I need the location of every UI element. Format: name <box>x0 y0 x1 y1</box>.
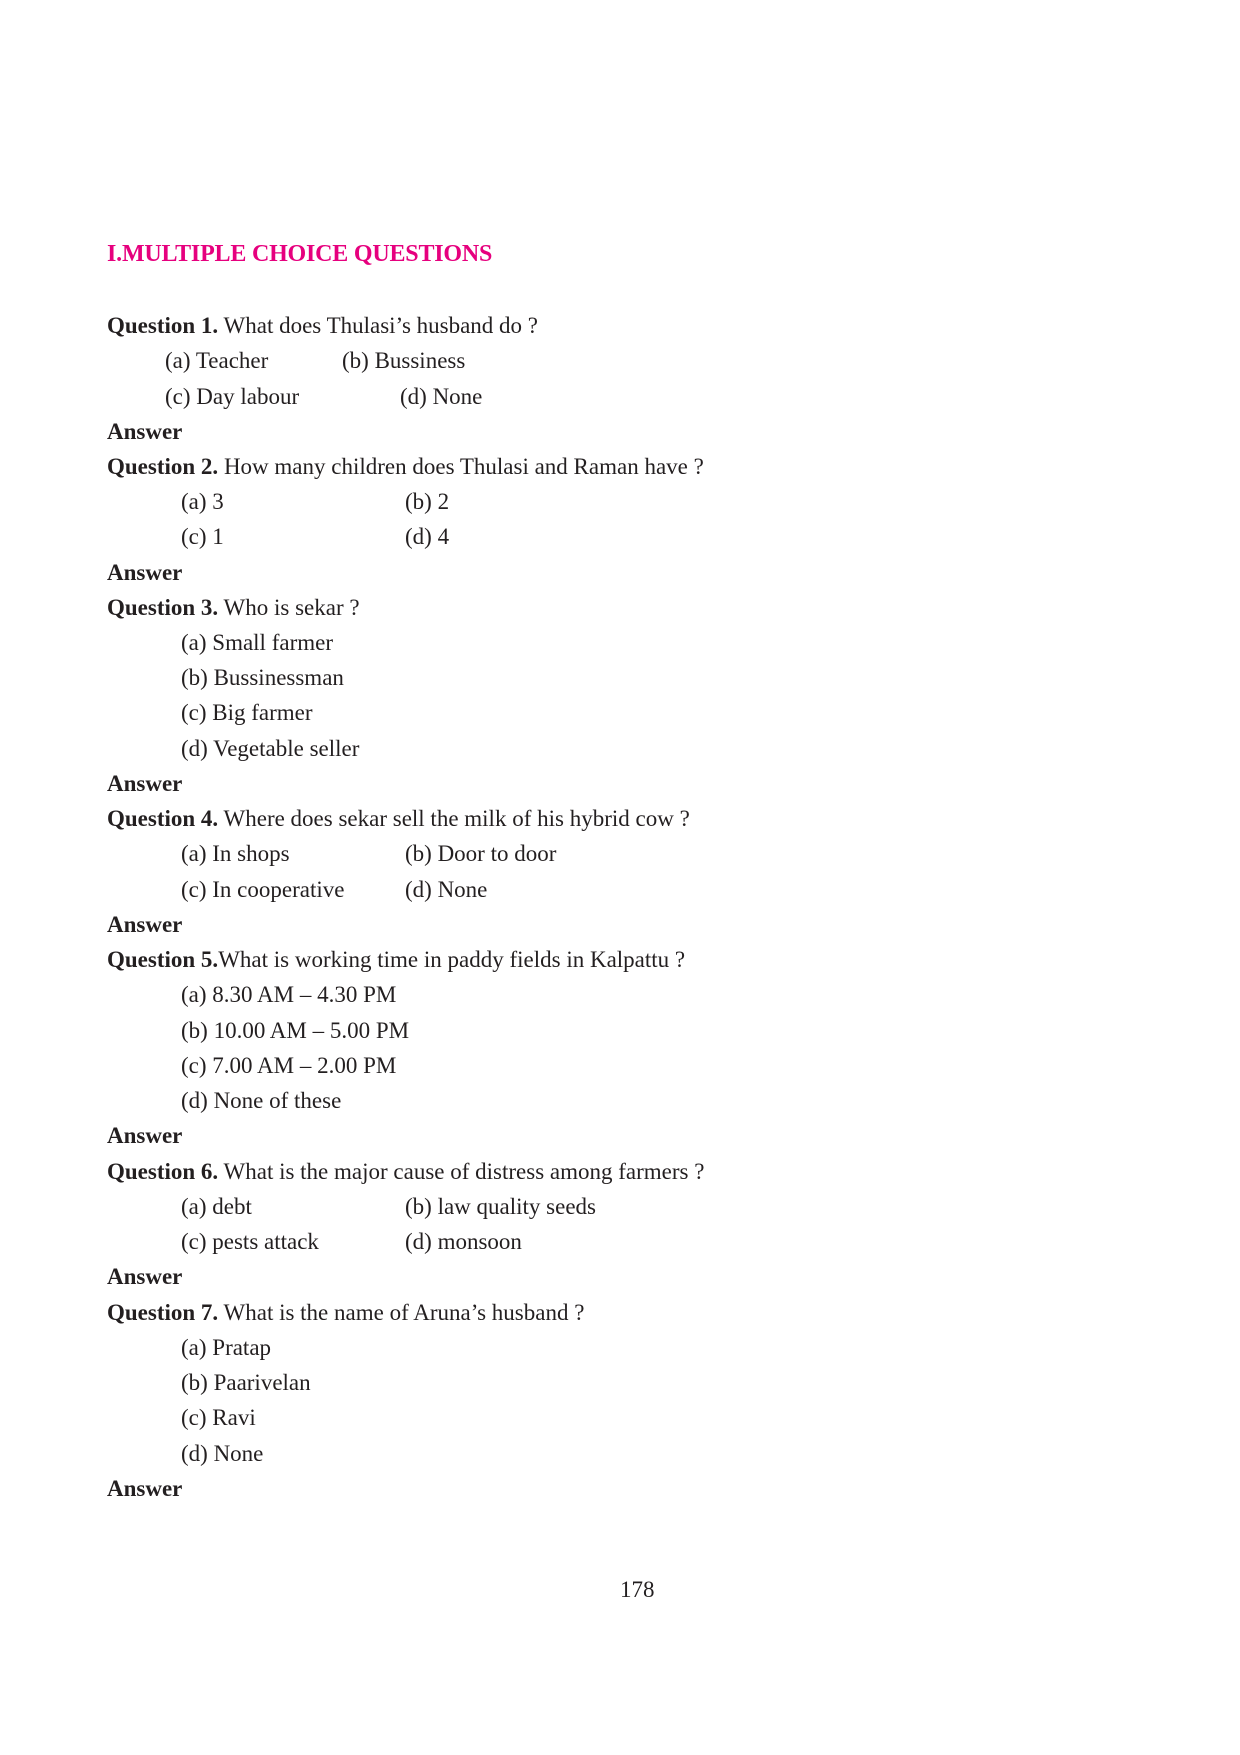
answer-label-5: Answer <box>107 1123 183 1148</box>
option-1a: (a) Teacher <box>165 348 269 373</box>
question-text: What is working time in paddy fields in Kalpattu ? <box>218 947 686 972</box>
option-5c: (c) 7.00 AM – 2.00 PM <box>181 1053 397 1078</box>
question-label: Question 3. <box>107 595 219 620</box>
option-4d: (d) None <box>405 877 488 902</box>
section-heading: I.MULTIPLE CHOICE QUESTIONS <box>107 241 493 267</box>
question-1 <box>107 312 538 340</box>
option-4b: (b) Door to door <box>405 841 557 866</box>
option-5b: (b) 10.00 AM – 5.00 PM <box>181 1018 410 1043</box>
question-7 <box>107 1299 584 1327</box>
question-text: Where does sekar sell the milk of his hybrid cow ? <box>218 806 690 831</box>
option-7c: (c) Ravi <box>181 1405 256 1430</box>
question-2 <box>107 453 704 481</box>
option-1d: (d) None <box>400 384 483 409</box>
page-number: 178 <box>620 1577 655 1602</box>
option-7a: (a) Pratap <box>181 1335 272 1360</box>
option-7b: (b) Paarivelan <box>181 1370 311 1395</box>
option-3c: (c) Big farmer <box>181 700 313 725</box>
option-1b: (b) Bussiness <box>342 348 466 373</box>
question-5 <box>107 946 685 974</box>
option-2c: (c) 1 <box>181 524 224 549</box>
question-label: Question 1. <box>107 313 219 338</box>
question-label: Question 5. <box>107 947 219 972</box>
option-1c: (c) Day labour <box>165 384 300 409</box>
question-text: What does Thulasi’s husband do ? <box>218 313 539 338</box>
answer-label-4: Answer <box>107 912 183 937</box>
question-3 <box>107 594 360 622</box>
option-6a: (a) debt <box>181 1194 252 1219</box>
answer-label-2: Answer <box>107 560 183 585</box>
option-6b: (b) law quality seeds <box>405 1194 596 1219</box>
option-5a: (a) 8.30 AM – 4.30 PM <box>181 982 397 1007</box>
option-2b: (b) 2 <box>405 489 450 514</box>
option-6c: (c) pests attack <box>181 1229 319 1254</box>
question-4 <box>107 805 690 833</box>
question-label: Question 6. <box>107 1159 219 1184</box>
option-4c: (c) In cooperative <box>181 877 345 902</box>
answer-label-1: Answer <box>107 419 183 444</box>
question-text: What is the name of Aruna’s husband ? <box>218 1300 585 1325</box>
question-text: Who is sekar ? <box>218 595 360 620</box>
option-3b: (b) Bussinessman <box>181 665 344 690</box>
question-text: How many children does Thulasi and Raman have ? <box>218 454 704 479</box>
question-label: Question 4. <box>107 806 219 831</box>
option-5d: (d) None of these <box>181 1088 342 1113</box>
option-7d: (d) None <box>181 1441 264 1466</box>
option-4a: (a) In shops <box>181 841 290 866</box>
option-2d: (d) 4 <box>405 524 450 549</box>
question-label: Question 7. <box>107 1300 219 1325</box>
answer-label-3: Answer <box>107 771 183 796</box>
question-6 <box>107 1158 704 1186</box>
option-3d: (d) Vegetable seller <box>181 736 360 761</box>
answer-label-6: Answer <box>107 1264 183 1289</box>
question-label: Question 2. <box>107 454 219 479</box>
question-text: What is the major cause of distress among farmers ? <box>218 1159 705 1184</box>
option-6d: (d) monsoon <box>405 1229 522 1254</box>
answer-label-7: Answer <box>107 1476 183 1501</box>
option-2a: (a) 3 <box>181 489 224 514</box>
option-3a: (a) Small farmer <box>181 630 333 655</box>
